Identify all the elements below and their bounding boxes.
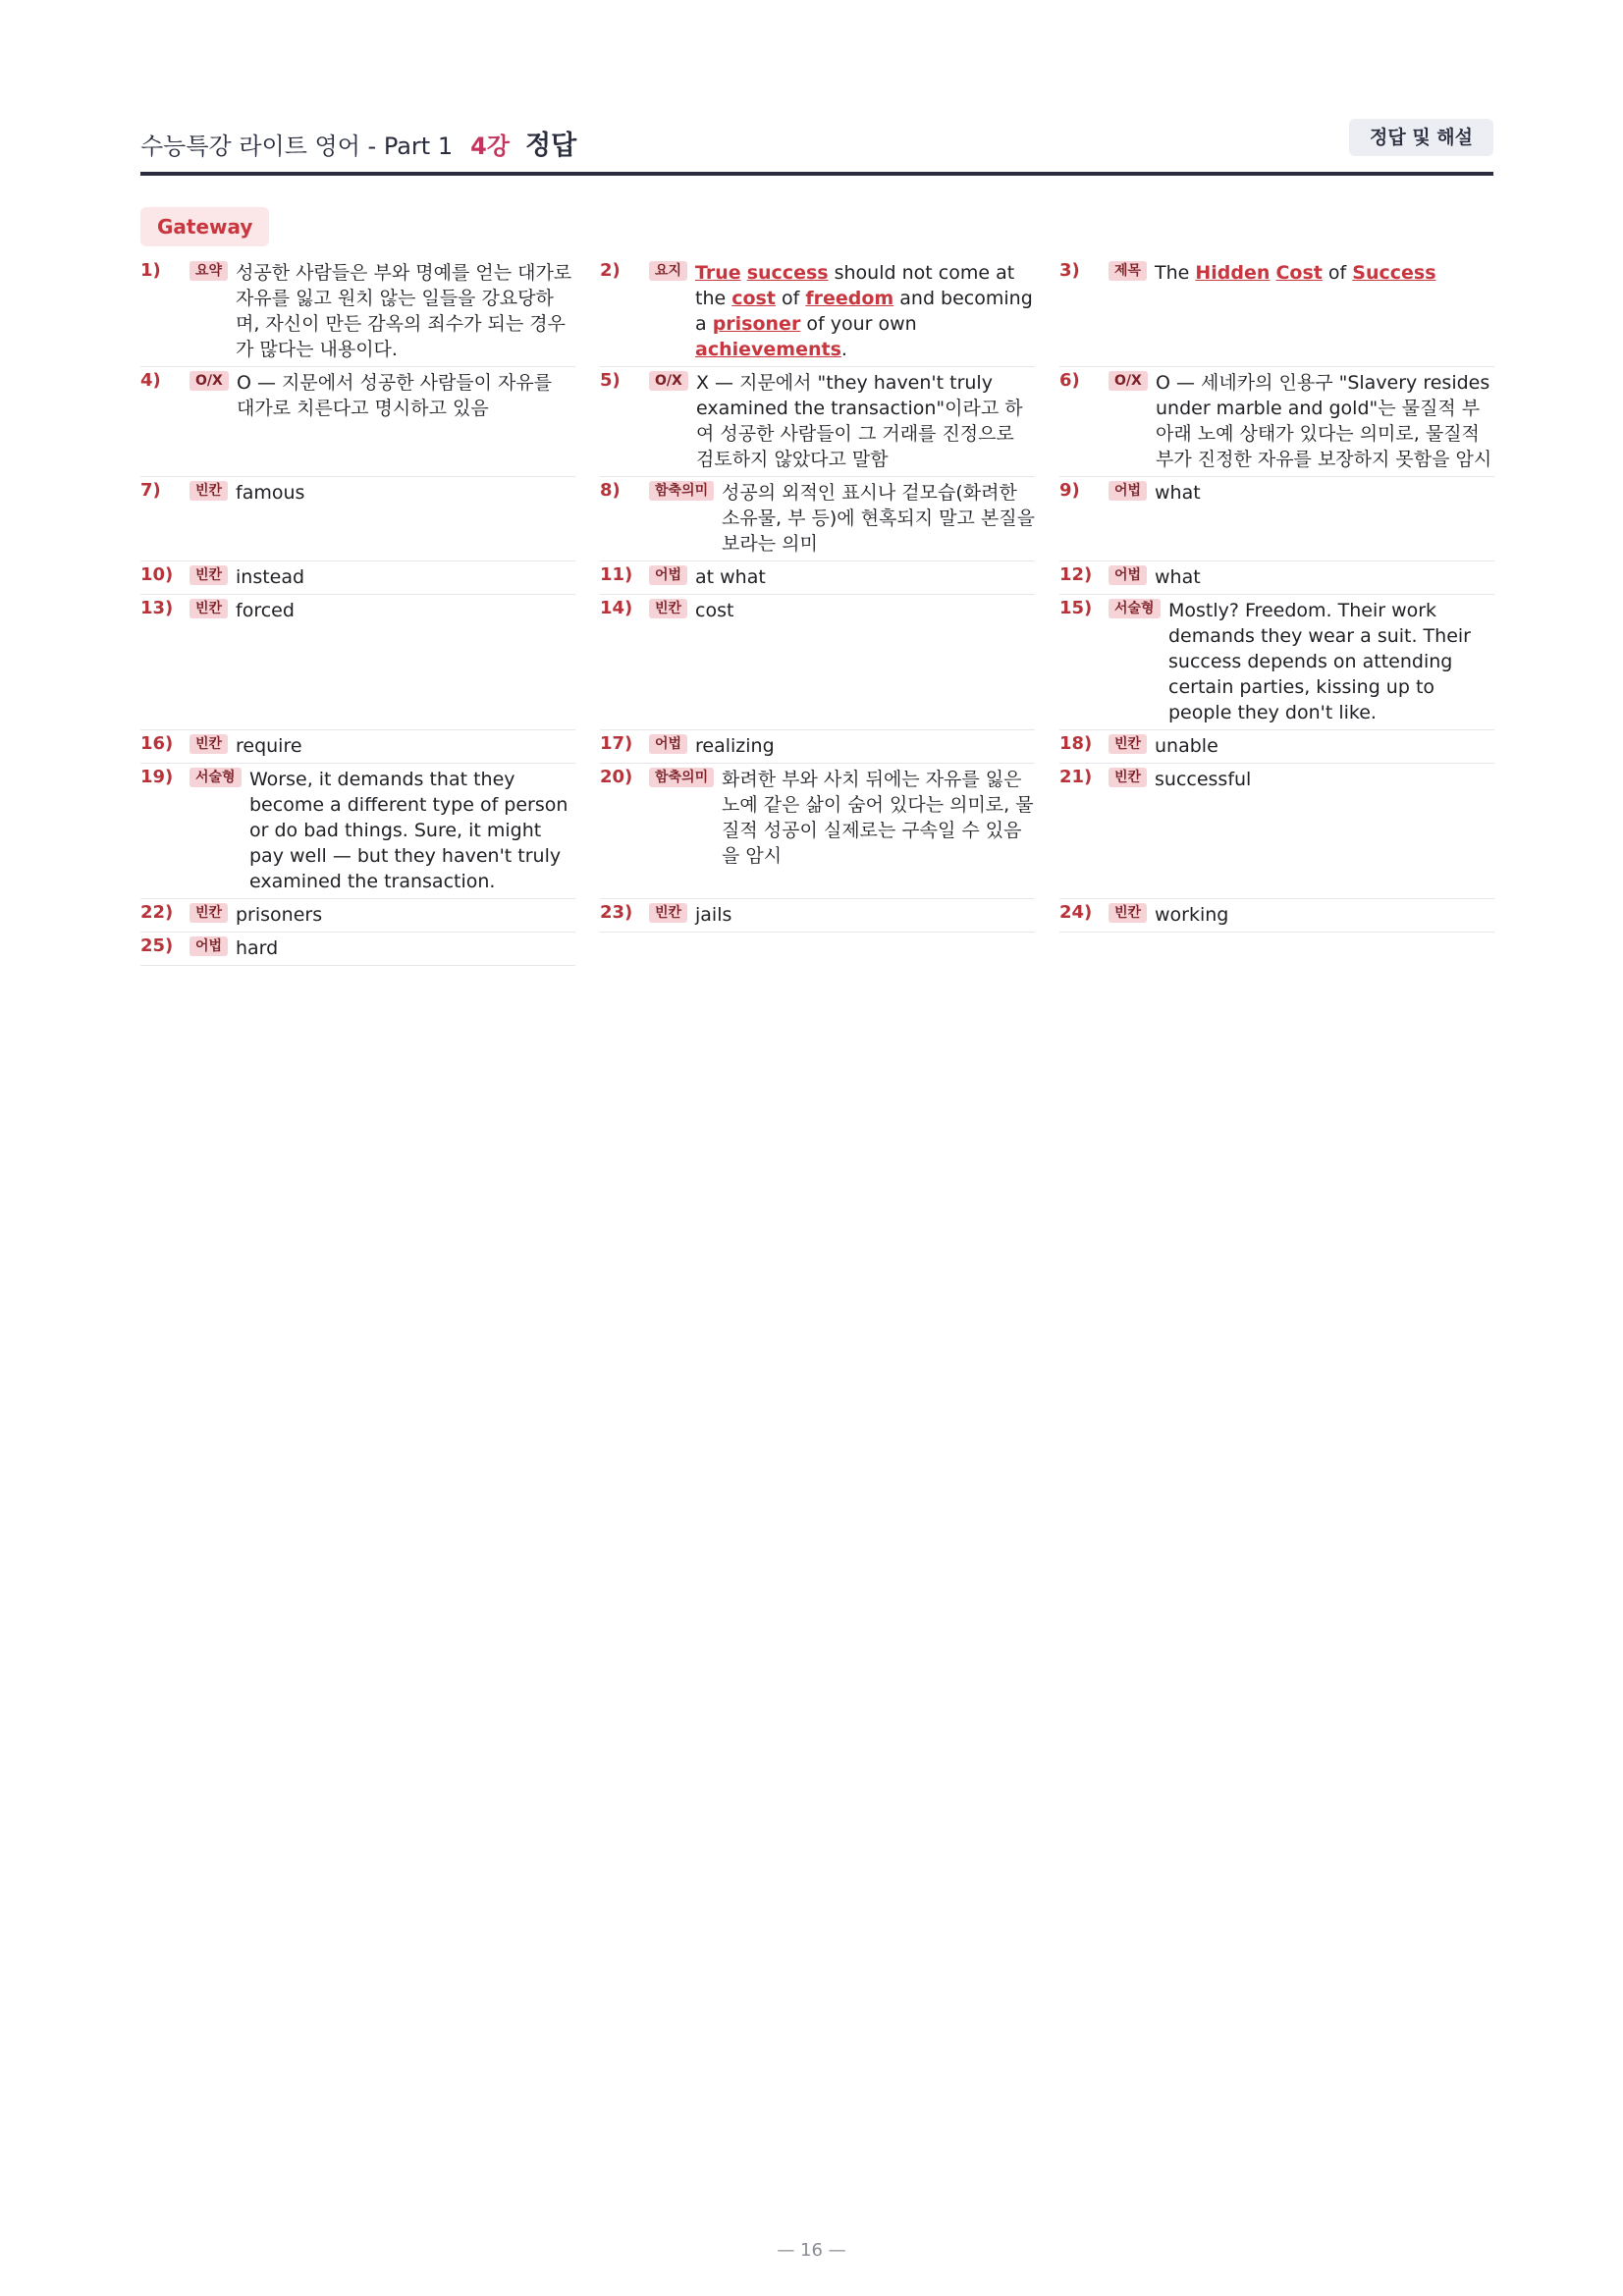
answer-number: 16) (140, 733, 174, 754)
answer-item (140, 367, 575, 477)
question-type-tag: 서술형 (189, 768, 242, 787)
question-type-tag: 빈칸 (189, 734, 228, 754)
question-type-tag: O/X (1109, 371, 1148, 391)
answer-text-part: of your own (800, 313, 917, 335)
answer-number: 6) (1059, 370, 1080, 391)
answer-number: 12) (1059, 564, 1093, 585)
answer-item (1059, 561, 1494, 595)
answer-text-part: X — 지문에서 "they haven't truly examined the transaction"이라고 하여 성공한 사람들이 그 거래를 진정으로 검토하지 않았다고 말함 (696, 372, 1023, 470)
answer-number: 2) (600, 260, 621, 281)
answer-item (140, 561, 575, 595)
answer-number: 25) (140, 935, 174, 956)
answer-text-part: The (1155, 262, 1196, 284)
answer-item (600, 257, 1035, 367)
answer-text-part: at what (695, 566, 766, 588)
question-type-tag: 제목 (1109, 261, 1147, 281)
question-type-tag: 빈칸 (189, 903, 228, 923)
answer-number: 8) (600, 480, 621, 501)
answer-item (600, 595, 1035, 730)
answer-text-part: should not come at the (695, 262, 1015, 309)
answer-number: 4) (140, 370, 161, 391)
answer-text-part: what (1155, 566, 1201, 588)
answer-text-part: forced (236, 600, 295, 621)
answer-grid (140, 257, 1493, 966)
answer-number: 13) (140, 598, 174, 618)
answer-number: 1) (140, 260, 161, 281)
answer-text-part: Worse, it demands that they become a different type of person or do bad things. Sure, it might pay well — but they haven't truly examined the transaction. (249, 769, 568, 892)
answer-number: 10) (140, 564, 174, 585)
page-number: — 16 — (777, 2240, 846, 2261)
question-type-tag: 빈칸 (1109, 903, 1147, 923)
answer-text-part: 화려한 부와 사치 뒤에는 자유를 잃은 노예 같은 삶이 숨어 있다는 의미로, 물질적 성공이 실제로는 구속일 수 있음을 암시 (722, 769, 1034, 867)
question-type-tag: 어법 (1109, 565, 1147, 585)
question-type-tag: 함축의미 (649, 768, 714, 787)
answer-number: 7) (140, 480, 161, 501)
answer-text-part: 성공의 외적인 표시나 겉모습(화려한 소유물, 부 등)에 현혹되지 말고 본질을 보라는 의미 (722, 482, 1035, 555)
answer-number: 9) (1059, 480, 1080, 501)
answer-text-part: successful (1155, 769, 1252, 790)
answer-text-part: working (1155, 904, 1229, 926)
answer-text-part: jails (695, 904, 732, 926)
answer-item (1059, 257, 1494, 367)
answer-item (140, 899, 575, 933)
answer-item (1059, 764, 1494, 899)
answer-number: 19) (140, 767, 174, 787)
keyword-highlight: freedom (805, 288, 894, 309)
question-type-tag: 함축의미 (649, 481, 714, 501)
answers-badge: 정답 및 해설 (1349, 119, 1493, 156)
answer-text-part: O — 세네카의 인용구 "Slavery resides under marble and gold"는 물질적 부 아래 노예 상태가 있다는 의미로, 물질적 부가 진정한 자유를 보장하지 못함을 암시 (1156, 372, 1492, 470)
answer-item (600, 477, 1035, 561)
question-type-tag: 빈칸 (649, 599, 687, 618)
answer-text-part: of (775, 288, 806, 309)
question-type-tag: 빈칸 (1109, 734, 1147, 754)
question-type-tag: 요약 (189, 261, 228, 281)
answer-text-part: what (1155, 482, 1201, 504)
keyword-highlight: Cost (1275, 262, 1323, 284)
answer-number: 3) (1059, 260, 1080, 281)
answer-text-part: O — 지문에서 성공한 사람들이 자유를 대가로 치른다고 명시하고 있음 (237, 372, 553, 419)
answer-text-part: 성공한 사람들은 부와 명예를 얻는 대가로 자유를 잃고 원치 않는 일들을 강요당하며, 자신이 만든 감옥의 죄수가 되는 경우가 많다는 내용이다. (236, 262, 572, 360)
answer-item (1059, 477, 1494, 561)
answer-number: 15) (1059, 598, 1093, 618)
answer-item (140, 257, 575, 367)
question-type-tag: 서술형 (1109, 599, 1161, 618)
answer-number: 5) (600, 370, 621, 391)
header-divider (140, 172, 1493, 176)
answer-text-part: and becoming a (695, 288, 1033, 335)
answer-item (600, 899, 1035, 933)
answer-number: 22) (140, 902, 174, 923)
answer-number: 23) (600, 902, 633, 923)
answer-text-part: prisoners (236, 904, 323, 926)
keyword-highlight: success (746, 262, 829, 284)
answer-number: 14) (600, 598, 633, 618)
answer-text-part: instead (236, 566, 305, 588)
answer-number: 20) (600, 767, 633, 787)
question-type-tag: O/X (189, 371, 229, 391)
answer-item (1059, 595, 1494, 730)
answer-item (1059, 367, 1494, 477)
answer-number: 11) (600, 564, 633, 585)
lesson-number: 4강 (470, 133, 510, 160)
answer-text-part: of (1322, 262, 1353, 284)
answer-item (140, 730, 575, 764)
answer-item (600, 367, 1035, 477)
answer-item (140, 933, 575, 966)
book-title: 수능특강 라이트 영어 - Part 1 (140, 133, 454, 160)
answer-item (140, 595, 575, 730)
answer-item (140, 764, 575, 899)
keyword-highlight: Success (1352, 262, 1436, 284)
question-type-tag: 빈칸 (189, 565, 228, 585)
answer-text-part: cost (695, 600, 734, 621)
answer-text-part: realizing (695, 735, 775, 757)
answer-item (1059, 899, 1494, 933)
keyword-highlight: achievements (695, 339, 841, 360)
answer-text-part: Mostly? Freedom. Their work demands they wear a suit. Their success depends on attending certain parties, kissing up to people they don't like. (1168, 600, 1471, 723)
question-type-tag: 어법 (189, 936, 228, 956)
answer-text-part: unable (1155, 735, 1218, 757)
answer-number: 17) (600, 733, 633, 754)
answer-text-part: famous (236, 482, 305, 504)
answer-item (140, 477, 575, 561)
keyword-highlight: Hidden (1195, 262, 1271, 284)
section-tag-gateway: Gateway (140, 207, 269, 246)
question-type-tag: 어법 (1109, 481, 1147, 501)
question-type-tag: 빈칸 (1109, 768, 1147, 787)
question-type-tag: 어법 (649, 734, 687, 754)
answer-label: 정답 (525, 131, 577, 161)
answer-item (600, 561, 1035, 595)
answer-text-part: . (840, 339, 847, 360)
answer-item (600, 764, 1035, 899)
question-type-tag: O/X (649, 371, 688, 391)
keyword-highlight: prisoner (712, 313, 801, 335)
header-title (140, 124, 576, 162)
answer-number: 21) (1059, 767, 1093, 787)
answer-number: 18) (1059, 733, 1093, 754)
page-header (140, 116, 1493, 173)
keyword-highlight: True (695, 262, 741, 284)
answer-item (600, 730, 1035, 764)
answer-text-part: require (236, 735, 302, 757)
answer-number: 24) (1059, 902, 1093, 923)
question-type-tag: 빈칸 (189, 481, 228, 501)
keyword-highlight: cost (731, 288, 776, 309)
answer-text-part: hard (236, 937, 279, 959)
question-type-tag: 빈칸 (649, 903, 687, 923)
answer-item (1059, 730, 1494, 764)
question-type-tag: 빈칸 (189, 599, 228, 618)
question-type-tag: 요지 (649, 261, 687, 281)
question-type-tag: 어법 (649, 565, 687, 585)
